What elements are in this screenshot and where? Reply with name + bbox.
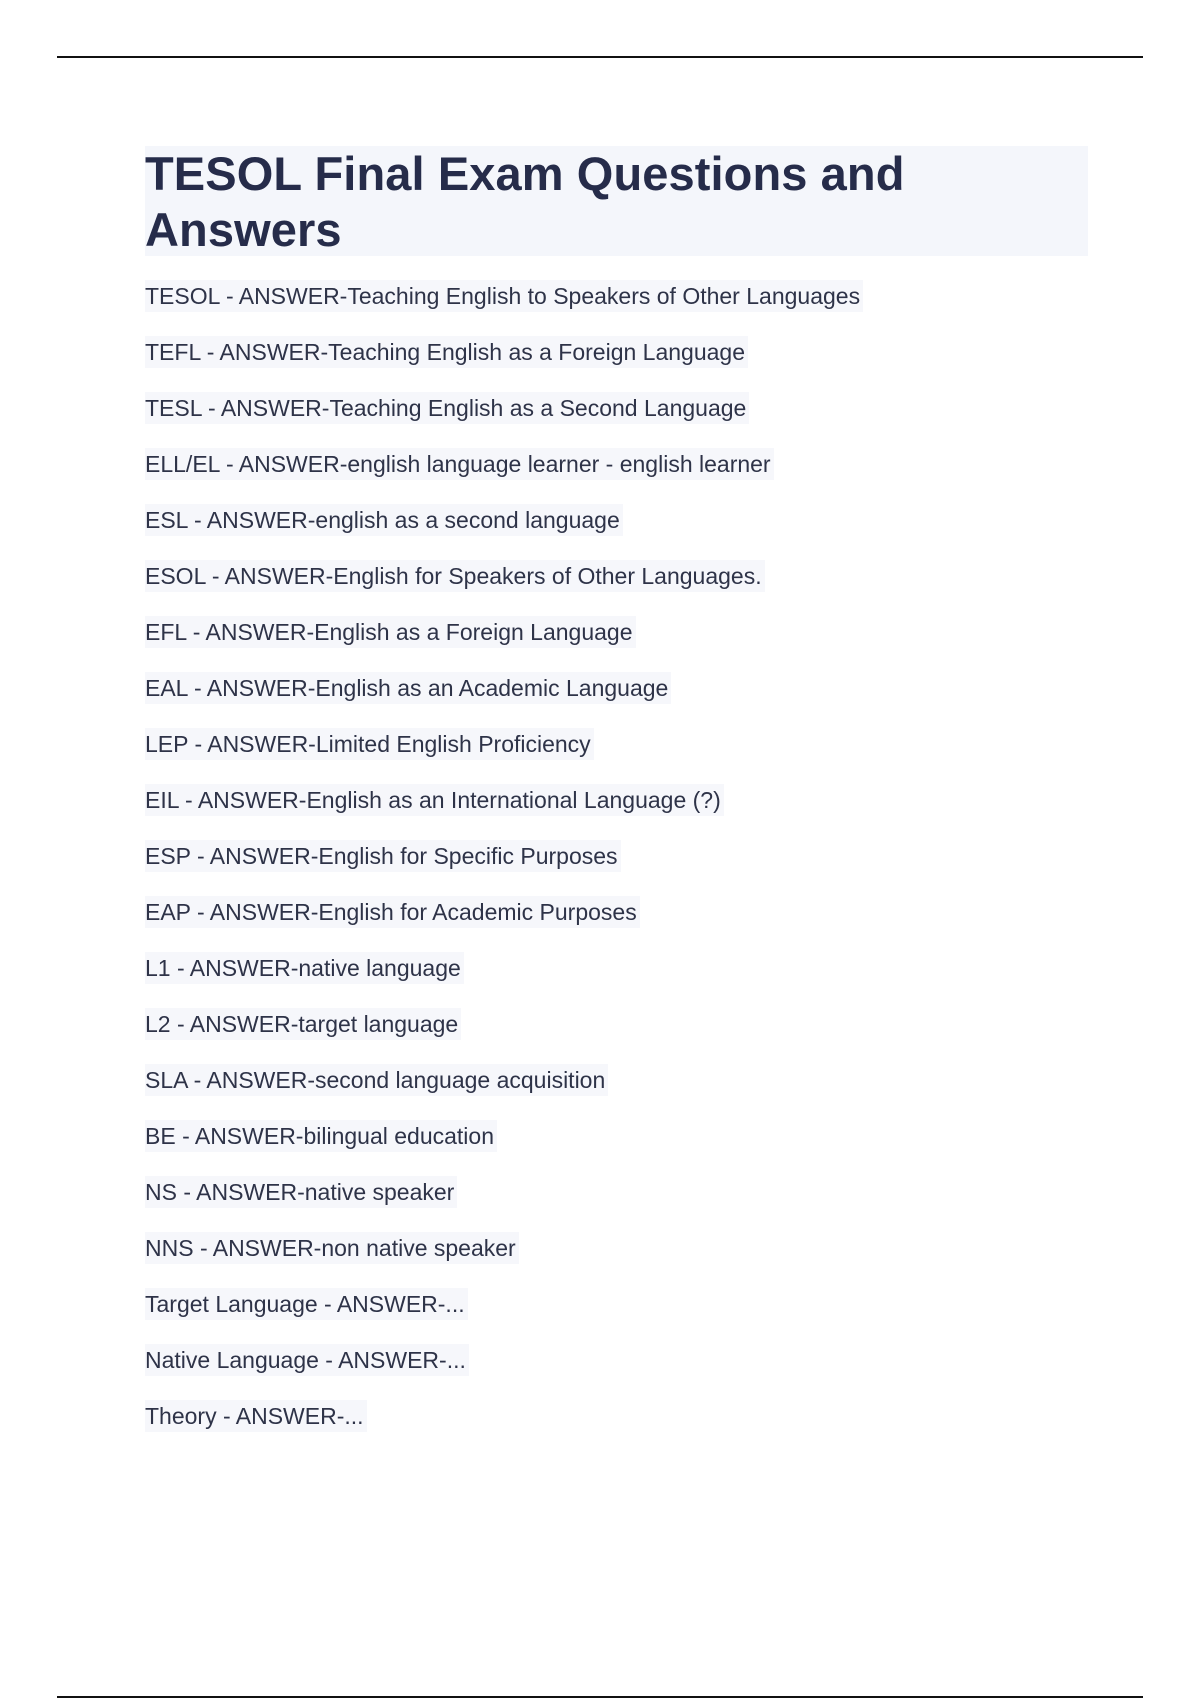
list-item [145,1400,1088,1456]
header-rule [57,56,1143,58]
qa-text: L1 - ANSWER-native language [145,952,464,984]
qa-text: ESP - ANSWER-English for Specific Purposes [145,840,621,872]
qa-text: EFL - ANSWER-English as a Foreign Language [145,616,636,648]
qa-text: TESL - ANSWER-Teaching English as a Second Language [145,392,749,424]
qa-text: EAL - ANSWER-English as an Academic Language [145,672,671,704]
list-item [145,896,1088,952]
qa-text: Theory - ANSWER-... [145,1400,367,1432]
footer-rule [57,1696,1143,1698]
list-item [145,392,1088,448]
qa-text: LEP - ANSWER-Limited English Proficiency [145,728,594,760]
qa-text: ESL - ANSWER-english as a second language [145,504,623,536]
list-item [145,616,1088,672]
qa-text: ELL/EL - ANSWER-english language learner - english learner [145,448,774,480]
qa-text: TESOL - ANSWER-Teaching English to Speakers of Other Languages [145,280,863,312]
list-item [145,1176,1088,1232]
qa-text: NS - ANSWER-native speaker [145,1176,457,1208]
qa-text: BE - ANSWER-bilingual education [145,1120,497,1152]
title-block [145,146,1088,256]
qa-text: L2 - ANSWER-target language [145,1008,461,1040]
qa-list [145,280,1088,1456]
list-item [145,840,1088,896]
qa-text: EAP - ANSWER-English for Academic Purposes [145,896,640,928]
list-item [145,1288,1088,1344]
qa-text: NNS - ANSWER-non native speaker [145,1232,519,1264]
qa-text: TEFL - ANSWER-Teaching English as a Foreign Language [145,336,748,368]
page-title: TESOL Final Exam Questions and Answers [145,147,905,256]
qa-text: EIL - ANSWER-English as an International Language (?) [145,784,724,816]
list-item [145,448,1088,504]
qa-text: Native Language - ANSWER-... [145,1344,469,1376]
list-item [145,1008,1088,1064]
qa-text: ESOL - ANSWER-English for Speakers of Other Languages. [145,560,765,592]
list-item [145,784,1088,840]
list-item [145,952,1088,1008]
list-item [145,1344,1088,1400]
list-item [145,560,1088,616]
list-item [145,1064,1088,1120]
list-item [145,728,1088,784]
list-item [145,1232,1088,1288]
list-item [145,672,1088,728]
list-item [145,504,1088,560]
qa-text: SLA - ANSWER-second language acquisition [145,1064,608,1096]
qa-text: Target Language - ANSWER-... [145,1288,468,1320]
list-item [145,336,1088,392]
list-item [145,1120,1088,1176]
list-item [145,280,1088,336]
